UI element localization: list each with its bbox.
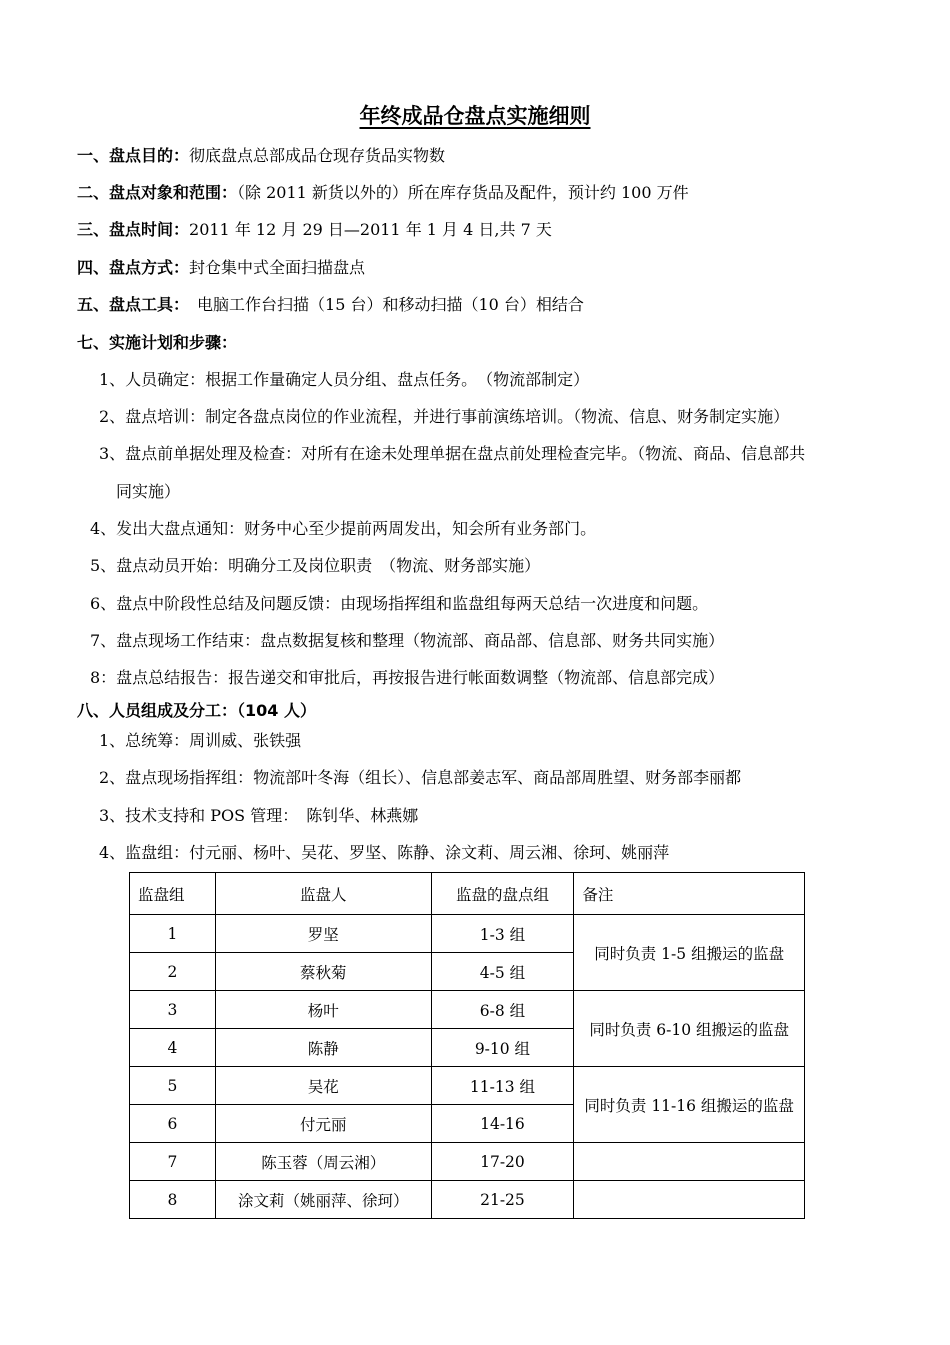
table-row: [130, 1143, 805, 1181]
section-text: （除 2011 新货以外的）所在库存货品及配件，预计约 100 万件: [237, 183, 689, 202]
section-scope: [77, 182, 689, 204]
table-cell: 付元丽: [215, 1105, 431, 1143]
staff-item: 1、总统筹：周训威、张铁强: [99, 731, 302, 750]
table-row: [130, 991, 805, 1029]
table-cell: 杨叶: [215, 991, 431, 1029]
table-cell: 7: [130, 1143, 216, 1181]
table-cell: 3: [130, 991, 216, 1029]
supervision-table: [129, 872, 805, 1219]
section-label: 一、盘点目的：: [77, 146, 190, 165]
section-time: [77, 219, 552, 241]
staff-item: 3、技术支持和 POS 管理： 陈钊华、林燕娜: [99, 806, 419, 825]
table-note-cell: 同时负责 1-5 组搬运的监盘: [574, 915, 805, 991]
table-cell: 17-20: [431, 1143, 574, 1181]
table-cell: 罗坚: [215, 915, 431, 953]
table-cell: 吴花: [215, 1067, 431, 1105]
table-cell: 21-25: [431, 1181, 574, 1219]
step-item: 6、盘点中阶段性总结及问题反馈：由现场指挥组和监盘组每两天总结一次进度和问题。: [90, 594, 709, 613]
section-text: 电脑工作台扫描（15 台）和移动扫描（10 台）相结合: [197, 295, 584, 314]
section-text: 2011 年 12 月 29 日—2011 年 1 月 4 日,共 7 天: [189, 220, 552, 239]
table-cell: 蔡秋菊: [215, 953, 431, 991]
table-cell: 1: [130, 915, 216, 953]
step-item: 3、盘点前单据处理及检查：对所有在途未处理单据在盘点前处理检查完毕。（物流、商品、信息部共: [99, 444, 806, 463]
document-title: 年终成品仓盘点实施细则: [359, 104, 591, 128]
table-header-cell: 监盘的盘点组: [431, 873, 574, 915]
table-row: [130, 915, 805, 953]
table-cell: 11-13 组: [431, 1067, 574, 1105]
section-staff-heading: 八、人员组成及分工：（104 人）: [77, 701, 316, 720]
step-item: 4、发出大盘点通知：财务中心至少提前两周发出，知会所有业务部门。: [90, 519, 597, 538]
table-note-cell: 同时负责 6-10 组搬运的监盘: [574, 991, 805, 1067]
table-header-cell: 备注: [574, 873, 805, 915]
table-cell: 6-8 组: [431, 991, 574, 1029]
table-cell: 陈静: [215, 1029, 431, 1067]
step-item: 5、盘点动员开始：明确分工及岗位职责 （物流、财务部实施）: [90, 556, 541, 575]
section-method: [77, 257, 365, 279]
table-cell: 2: [130, 953, 216, 991]
table-header-cell: 监盘组: [130, 873, 216, 915]
table-cell: 9-10 组: [431, 1029, 574, 1067]
table-cell: 1-3 组: [431, 915, 574, 953]
step-item: 1、人员确定：根据工作量确定人员分组、盘点任务。 （物流部制定）: [99, 370, 590, 389]
section-label: 二、盘点对象和范围：: [77, 183, 238, 202]
table-cell: 5: [130, 1067, 216, 1105]
section-label: 三、盘点时间：: [77, 220, 190, 239]
table-cell: 14-16: [431, 1105, 574, 1143]
table-cell: 涂文莉（姚丽萍、徐珂）: [215, 1181, 431, 1219]
staff-item: 2、盘点现场指挥组：物流部叶冬海（组长）、信息部姜志军、商品部周胜望、财务部李丽都: [99, 768, 742, 787]
table-cell: 陈玉蓉（周云湘）: [215, 1143, 431, 1181]
section-text: 彻底盘点总部成品仓现存货品实物数: [189, 146, 446, 165]
section-label: 五、盘点工具：: [77, 295, 190, 314]
section-label: 四、盘点方式：: [77, 258, 190, 277]
section-plan-heading: 七、实施计划和步骤：: [77, 333, 238, 352]
table-header-row: [130, 873, 805, 915]
table-cell: 4: [130, 1029, 216, 1067]
section-purpose: [77, 145, 445, 167]
staff-item: 4、监盘组：付元丽、杨叶、吴花、罗坚、陈静、涂文莉、周云湘、徐珂、姚丽萍: [99, 843, 670, 862]
step-item: 8：盘点总结报告：报告递交和审批后，再按报告进行帐面数调整（物流部、信息部完成）: [90, 668, 725, 687]
table-cell: 8: [130, 1181, 216, 1219]
section-tools: [77, 294, 584, 316]
step-item: 2、盘点培训：制定各盘点岗位的作业流程，并进行事前演练培训。（物流、信息、财务制定实施）: [99, 407, 790, 426]
table-row: [130, 1181, 805, 1219]
table-cell: 6: [130, 1105, 216, 1143]
section-text: 封仓集中式全面扫描盘点: [189, 258, 366, 277]
table-cell: 4-5 组: [431, 953, 574, 991]
table-note-cell-empty: [574, 1181, 805, 1219]
table-note-cell-empty: [574, 1143, 805, 1181]
table-row: [130, 1067, 805, 1105]
table-note-cell: 同时负责 11-16 组搬运的监盘: [574, 1067, 805, 1143]
step-item-continued: 同实施）: [116, 482, 181, 501]
table-header-cell: 监盘人: [215, 873, 431, 915]
step-item: 7、盘点现场工作结束：盘点数据复核和整理（物流部、商品部、信息部、财务共同实施）: [90, 631, 725, 650]
